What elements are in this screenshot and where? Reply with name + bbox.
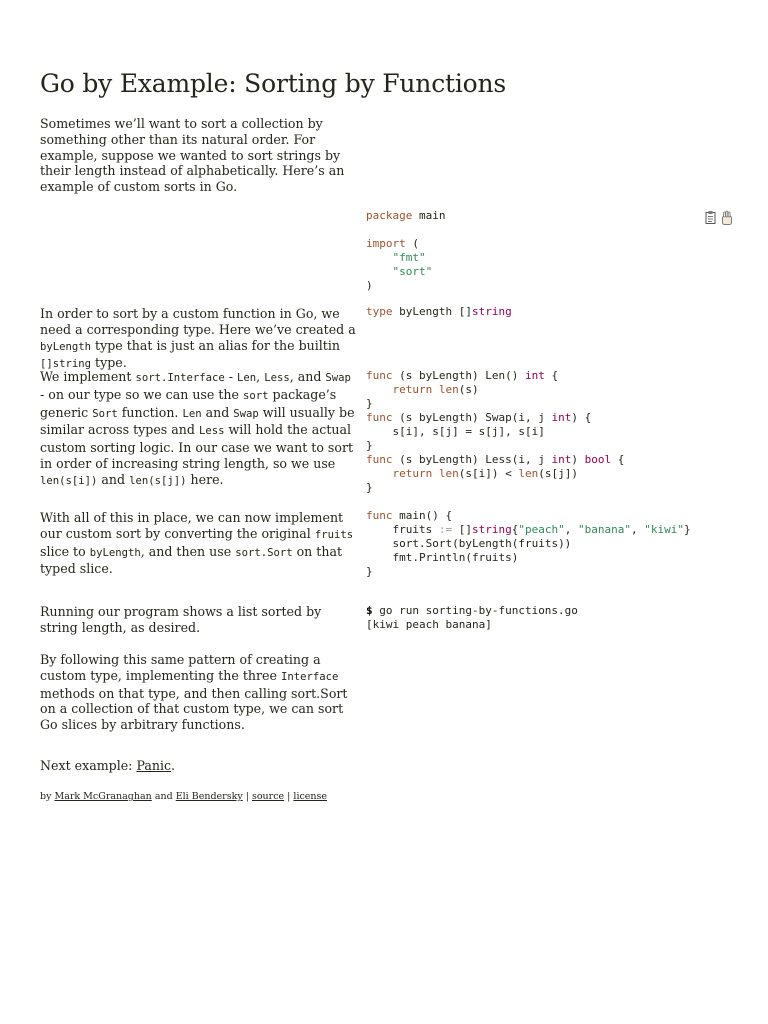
code-text: ( [405,237,419,250]
footer: by Mark McGranaghan and Eli Bendersky | source | license [40,791,328,802]
string-literal: "fmt" [392,251,426,264]
type-explanation: In order to sort by a custom function in Go, we need a corresponding type. Here we’ve created a byLength type that is just an alias for the builtin []string type. [40,306,356,371]
code-text: ) [366,279,373,292]
code-actions [704,210,736,226]
type-name: string [471,305,512,318]
next-example-link[interactable]: Panic [136,758,172,773]
keyword: package [366,209,413,222]
author-link-mark[interactable]: Mark McGranaghan [54,791,152,802]
program-output: [kiwi peach banana] [366,618,492,631]
string-literal: "sort" [392,265,433,278]
shell-prompt: $ [366,604,373,617]
source-link[interactable]: source [251,791,285,802]
main-explanation: With all of this in place, we can now implement our custom sort by converting the original fruits slice to byLength, and then use sort.Sort on that typed slice. [40,510,354,577]
page-title: Go by Example: Sorting by Functions [40,69,507,98]
pattern-explanation: By following this same pattern of creating a custom type, implementing the three Interface methods on that type, and then calling sort.Sort on a collection of that custom type, we can sort Go slices by arbitrary functions. [40,652,348,733]
shell-output [366,604,736,632]
code-text: byLength [] [392,305,472,318]
shell-command: go run sorting-by-functions.go [372,604,578,617]
license-link[interactable]: license [293,791,328,802]
interface-explanation: We implement sort.Interface - Len, Less, and Swap - on our type so we can use the sort package’s generic Sort function. Len and Swap will usually be similar across types and Less will hold the actual custom sorting logic. In our case we want to sort in order of increasing string length, so we use len(s[i]) and len(s[j]) here. [40,369,355,487]
code-text: main [412,209,446,222]
code-block-type [366,305,736,319]
author-link-eli[interactable]: Eli Bendersky [175,791,243,802]
keyword: type [366,305,393,318]
code-block-imports [366,209,736,293]
run-icon[interactable] [723,211,732,225]
keyword: import [366,237,406,250]
next-example: Next example: Panic. [40,758,176,773]
intro-text: Sometimes we’ll want to sort a collection by something other than its natural order. For example, suppose we wanted to sort strings by their length instead of alphabetically. Here’s an example of custom sorts in Go. [40,116,345,195]
copy-icon[interactable] [706,211,715,224]
code-block-main: func main() { fruits := []string{"peach", "banana", "kiwi"} sort.Sort(byLength(fruits)) fmt.Println(fruits) } [366,509,691,578]
run-explanation: Running our program shows a list sorted by string length, as desired. [40,604,322,635]
code-block-methods: func (s byLength) Len() int { return len(s) } func (s byLength) Swap(i, j int) { s[i], s[j] = s[j], s[i] } func (s byLength) Less(i, j int) bool { return len(s[i]) < len(s[j]) } [366,369,625,494]
